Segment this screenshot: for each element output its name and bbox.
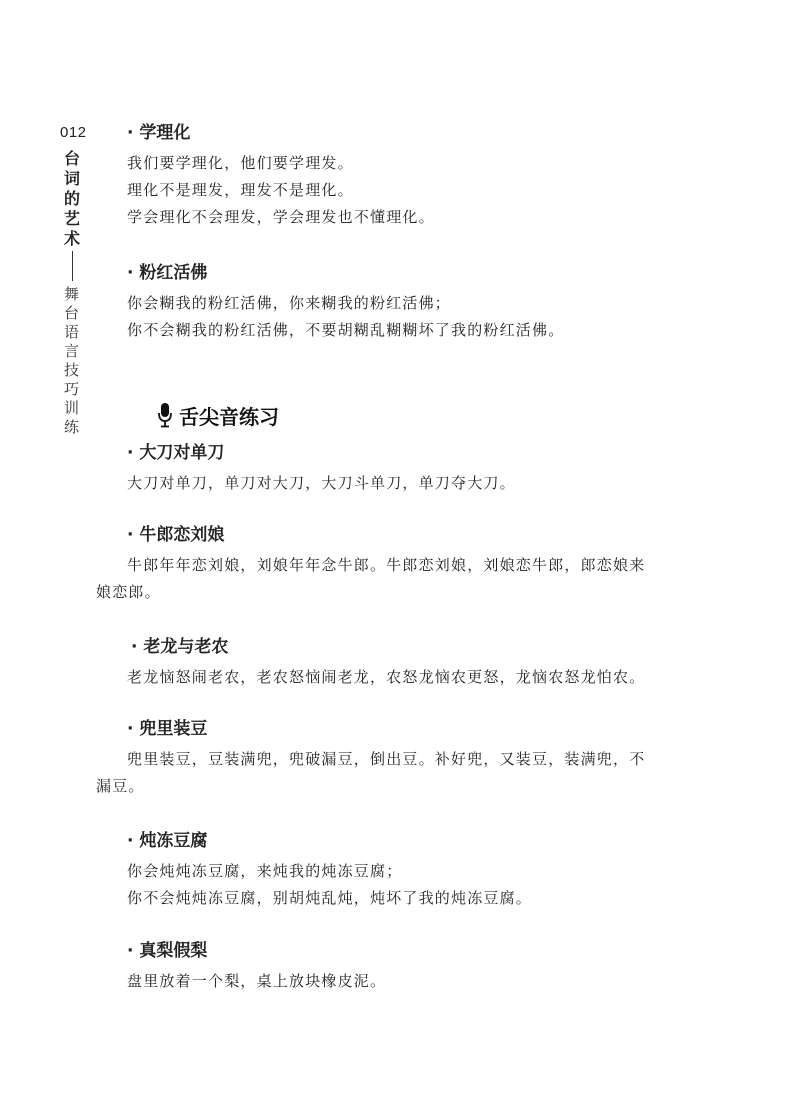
exercise-title: · 牛郎恋刘娘 <box>127 525 225 545</box>
exercise-laolong-laonong <box>127 634 687 691</box>
exercise-line: 你会糊我的粉红活佛，你来糊我的粉红活佛； <box>127 294 452 312</box>
page-number: 012 <box>60 124 87 141</box>
exercise-title: · 粉红活佛 <box>127 263 208 283</box>
title-divider <box>72 251 73 281</box>
exercise-dun-dongdoufu <box>127 828 687 912</box>
exercise-line: 你不会糊我的粉红活佛，不要胡糊乱糊糊坏了我的粉红活佛。 <box>127 321 565 339</box>
exercise-fenhong-huofo <box>127 260 687 344</box>
book-subtitle: 舞台语言技巧训练 <box>64 285 80 436</box>
exercise-line: 大刀对单刀，单刀对大刀，大刀斗单刀，单刀夺大刀。 <box>127 474 516 492</box>
exercise-line: 盘里放着一个梨，桌上放块橡皮泥。 <box>127 972 387 990</box>
exercise-title: · 真梨假梨 <box>127 941 208 961</box>
exercise-title: · 炖冻豆腐 <box>127 831 208 851</box>
exercise-paragraph: 牛郎年年恋刘娘，刘娘年年念牛郎。牛郎恋刘娘，刘娘恋牛郎，郎恋娘来娘恋郎。 <box>96 556 646 601</box>
exercise-xue-lihua <box>127 120 687 231</box>
section-heading <box>157 400 279 430</box>
exercise-dadao-dandao <box>127 440 687 497</box>
page-margin <box>60 124 92 437</box>
exercise-douli-zhuangdou <box>96 716 687 800</box>
exercise-line: 你会炖炖冻豆腐，来炖我的炖冻豆腐； <box>127 862 403 880</box>
exercise-title: · 大刀对单刀 <box>127 443 225 463</box>
exercise-line: 老龙恼怒闹老农，老农怒恼闹老龙，农怒龙恼农更怒，龙恼农怒龙怕农。 <box>127 668 646 686</box>
exercise-zhenli-jiali <box>127 938 687 995</box>
exercise-line: 你不会炖炖冻豆腐，别胡炖乱炖，炖坏了我的炖冻豆腐。 <box>127 889 533 907</box>
exercise-niulang-liuniang <box>96 522 687 606</box>
exercise-line: 理化不是理发，理发不是理化。 <box>127 181 354 199</box>
exercise-title: · 老龙与老农 <box>131 637 229 657</box>
exercise-title: · 学理化 <box>127 123 191 143</box>
exercise-paragraph: 兜里装豆，豆装满兜，兜破漏豆，倒出豆。补好兜，又装豆，装满兜，不漏豆。 <box>96 750 646 795</box>
microphone-icon <box>157 402 173 428</box>
exercise-line: 学会理化不会理发，学会理发也不懂理化。 <box>127 208 435 226</box>
exercise-line: 我们要学理化，他们要学理发。 <box>127 154 354 172</box>
section-heading-title: 舌尖音练习 <box>179 404 279 429</box>
exercise-title: · 兜里装豆 <box>127 719 208 739</box>
book-title: 台词的艺术 <box>64 149 81 248</box>
